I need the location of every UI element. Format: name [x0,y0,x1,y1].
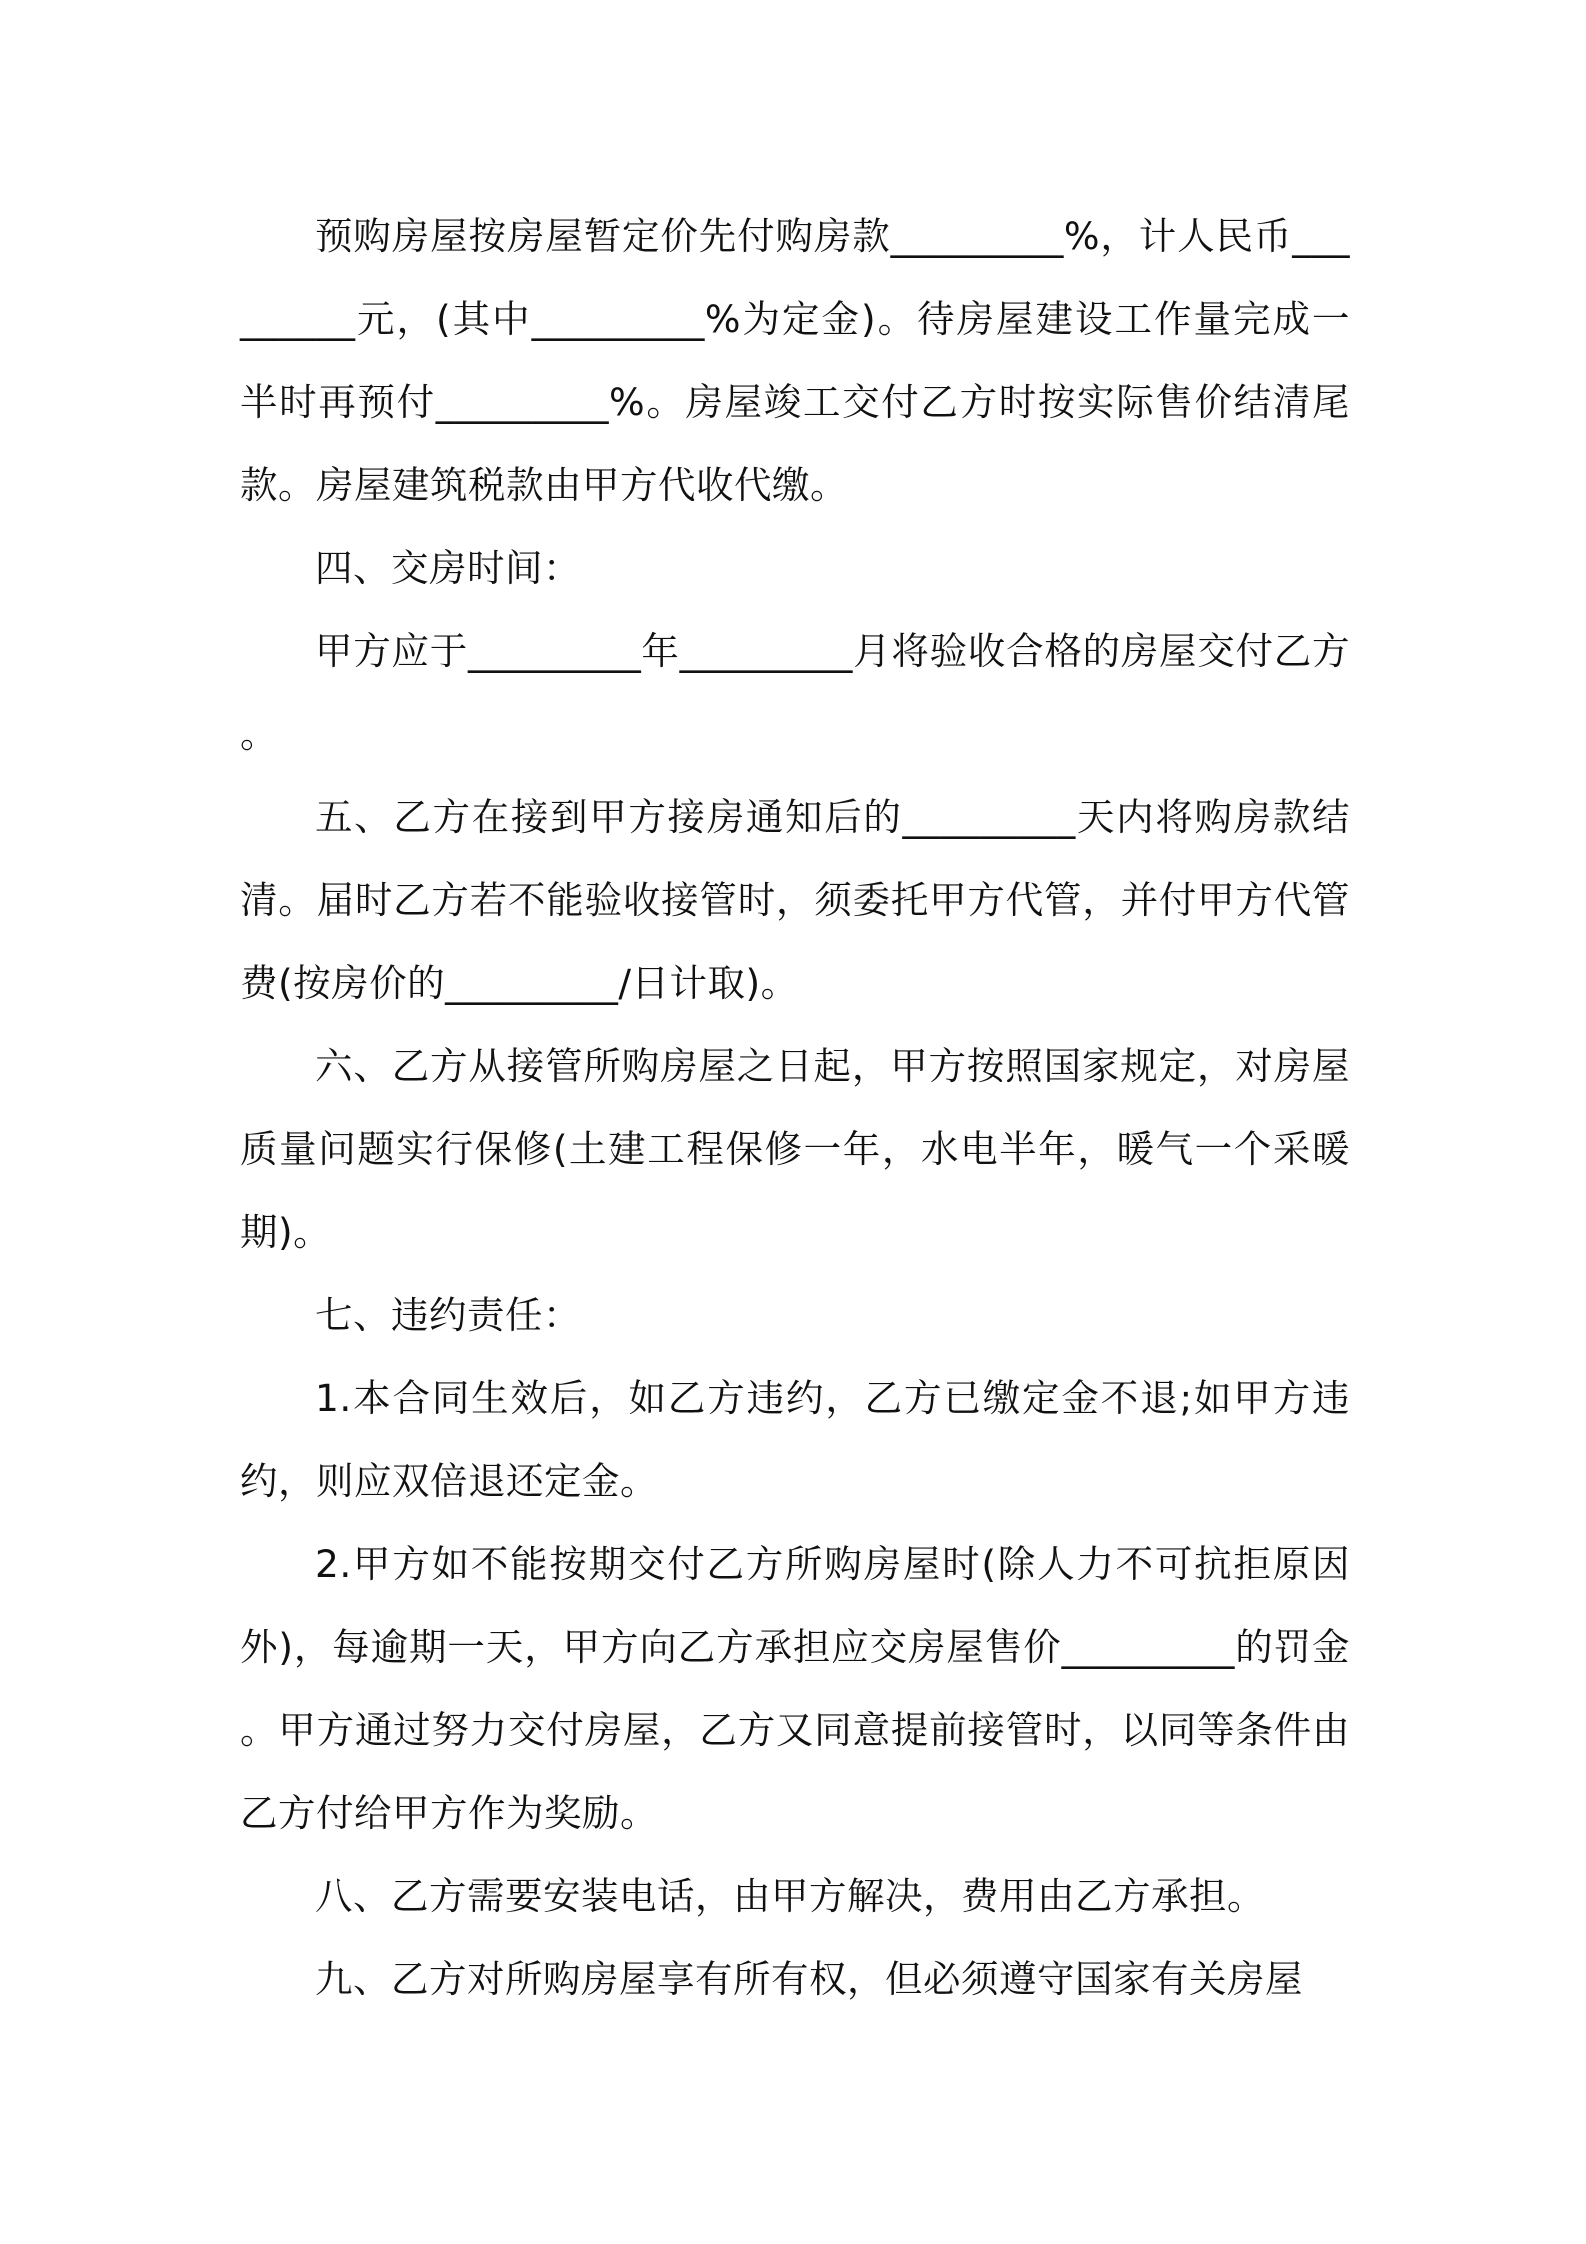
paragraph-clause-nine: 九、乙方对所购房屋享有所有权，但必须遵守国家有关房屋 [315,1957,1303,2001]
paragraph-delivery-date: 甲方应于_________年_________月将验收合格的房屋交付乙方。 [240,629,1350,756]
paragraph-clause-eight: 八、乙方需要安装电话，由甲方解决，费用由乙方承担。 [315,1874,1265,1918]
paragraph-payment-terms: 预购房屋按房屋暂定价先付购房款_________%，计人民币_________元，(其中_________%为定金)。待房屋建设工作量完成一半时再预付_________%。房屋竣工交付乙方时按实际售价结清尾款。房屋建筑税款由甲方代收代缴。 [240,214,1350,507]
paragraph-liability-two: 2.甲方如不能按期交付乙方所购房屋时(除人力不可抗拒原因外)，每逾期一天，甲方向乙方承担应交房屋售价_________的罚金。甲方通过努力交付房屋，乙方又同意提前接管时，以同等条件由乙方付给甲方作为奖励。 [240,1542,1350,1835]
heading-delivery-time: 四、交房时间： [315,546,581,590]
paragraph-clause-five: 五、乙方在接到甲方接房通知后的_________天内将购房款结清。届时乙方若不能验收接管时，须委托甲方代管，并付甲方代管费(按房价的_________/日计取)。 [240,795,1350,1005]
paragraph-liability-one: 1.本合同生效后，如乙方违约，乙方已缴定金不退;如甲方违约，则应双倍退还定金。 [240,1376,1350,1503]
heading-liability: 七、违约责任： [315,1293,581,1337]
document-body [240,195,1350,2021]
paragraph-clause-six: 六、乙方从接管所购房屋之日起，甲方按照国家规定，对房屋质量问题实行保修(土建工程保修一年，水电半年，暖气一个采暖期)。 [240,1044,1350,1254]
